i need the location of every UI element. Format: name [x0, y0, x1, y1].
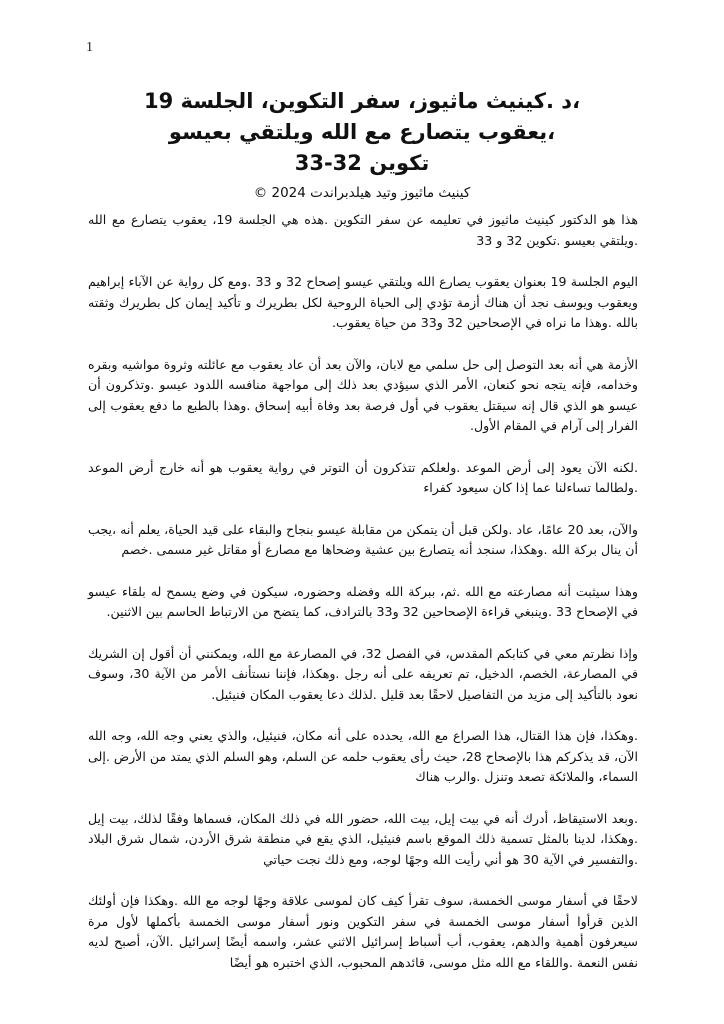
title-line-2: ،يعقوب يتصارع مع الله ويلتقي بعيسو [168, 120, 556, 144]
title-line-3: تكوين 32-33 [294, 151, 430, 175]
title-block [120, 86, 604, 203]
paragraph: الأزمة هي أنه بعد التوصل إلى حل سلمي مع لابان، والآن بعد أن عاد يعقوب مع عائلته وثروة مواشيه وبقره وخدامه، فإنه يتجه نحو كنعان، الأمر الذي سيؤدي بعد ذلك إلى مواجهة منافسه اللدود عيسو .وتذكرون أن عيسو هو الذي قال إنه سيقتل يعقوب في أول فرصة بعد وفاة أبيه إسحاق .وهذا بالطبع ما دفع يعقوب إلى الفرار إلى آرام في المقام الأول. [88, 356, 638, 433]
copyright-line: كينيث ماثيوز وتيد هيلدبراندت 2024 © [253, 185, 471, 201]
paragraph: وإذا نظرتم معي في كتابكم المقدس، في الفصل 32، في المصارعة مع الله، ويمكنني أن أقول إن الشريك في المصارعة، الخصم، الدخيل، تم تعريفه على أنه رجل .وهكذا، فإننا نستأنف الأمر من الآية 30، وسوف نعود بالتأكيد إلى مزيد من التفاصيل لاحقًا بعد قليل .لذلك دعا يعقوب المكان فنيئيل. [88, 645, 639, 702]
title-line-1: ،د .كينيث ماثيوز، سفر التكوين، الجلسة 19 [143, 89, 581, 113]
paragraph: .لكنه الآن يعود إلى أرض الموعد .ولعلكم تتذكرون أن التوتر في رواية يعقوب هو أنه خارج أرض الموعد .ولطالما تساءلنا عما إذا كان سيعود كفراء [88, 459, 638, 495]
paragraph: اليوم الجلسة 19 بعنوان يعقوب يصارع الله ويلتقي عيسو إصحاح 32 و 33 .ومع كل رواية عن الآباء إبراهيم ويعقوب ويوسف نجد أن هناك أزمة تؤدي إلى الحياة الروحية لكل بطريرك و تأكيد إيمان كل بطريرك وثقته بالله .وهذا ما نراه في الإصحاحين 32 و33 من حياة يعقوب. [88, 274, 638, 330]
paragraph: .وبعد الاستيقاظ، أدرك أنه في بيت إيل، بيت الله، حضور الله في ذلك المكان، فسماها وفقًا لذلك، بيت إيل .وهكذا، لدينا بالمثل تسمية ذلك الموقع باسم فنيئيل، الذي يقع في منطقة شرق الأردن، شمال شرق البلاد .والتفسير في الآية 30 هو أني رأيت الله وجهًا لوجه، ومع ذلك نجت حياتي [88, 810, 638, 867]
body-text [88, 210, 638, 973]
paragraph: وهذا سيثبت أنه مصارعته مع الله .ثم، ببركة الله وفضله وحضوره، سيكون في وضع يسمح له بلقاء عيسو في الإصحاح 33 .وينبغي قراءة الإصحاحين 32 و33 بالترادف، كما يتضح من الارتباط الحاسم بين الاثنين. [88, 583, 638, 619]
paragraph: لاحقًا في أسفار موسى الخمسة، سوف تقرأ كيف كان لموسى علاقة وجهًا لوجه مع الله .وهكذا فإن أولئك الذين قرأوا أسفار موسى الخمسة في سفر التكوين ونور أسفار موسى الخمسة بأكملها لأول مرة سيعرفون أهمية والدهم، يعقوب، أب أسباط إسرائيل الاثني عشر، واسمه أيضًا إسرائيل .الآن، أصبح لديه نفس النعمة .واللقاء مع الله مثل موسى، قائدهم المحبوب، الذي اختبره هو أيضًا [88, 893, 638, 970]
page-number: 1 [86, 40, 93, 55]
paragraph: والآن، بعد 20 عامًا، عاد .ولكن قبل أن يتمكن من مقابلة عيسو بنجاح والبقاء على قيد الحياة، يعلم أنه ،يجب أن ينال بركة الله .وهكذا، سنجد أنه يتصارع بين عشية وضحاها مع مصارع أو مقاتل غير مسمى .خصم [88, 521, 639, 557]
paragraph: هذا هو الدكتور كينيث ماثيوز في تعليمه عن سفر التكوين .هذه هي الجلسة 19، يعقوب يتصارع مع الله .ويلتقي بعيسو .تكوين 32 و 33 [88, 212, 638, 248]
paragraph: .وهكذا، فإن هذا القتال، هذا الصراع مع الله، يحدده على أنه مكان، فنيئيل، والذي يعني وجه الله، وجه الله الآن، قد يذكركم هذا بالإصحاح 28، حيث رأى يعقوب حلمه عن السلم، وهو السلم الذي يمتد من الأرض .إلى السماء، والملائكة تصعد وتنزل .والرب هناك [88, 728, 638, 784]
